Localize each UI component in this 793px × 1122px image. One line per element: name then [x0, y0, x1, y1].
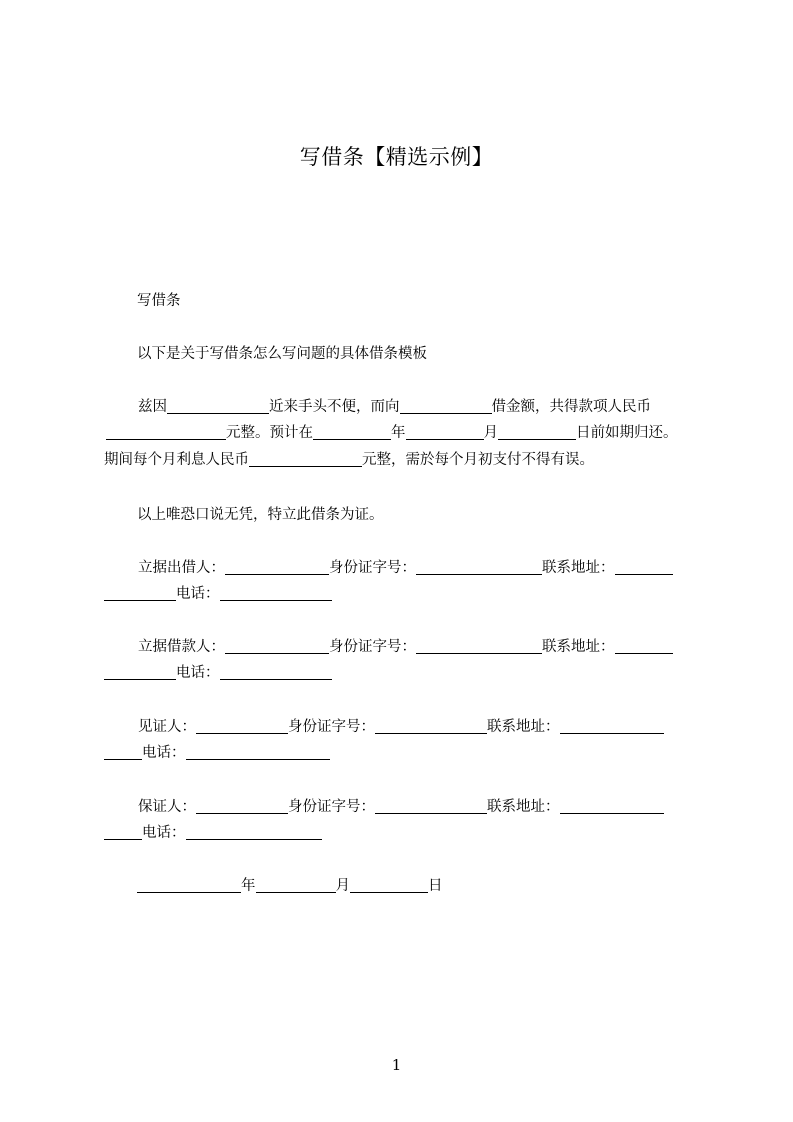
- guarantor-name-field[interactable]: [196, 797, 288, 814]
- witness-id-field[interactable]: [375, 717, 487, 734]
- body-text: 月: [483, 425, 498, 441]
- body-line-2: [106, 420, 678, 446]
- guarantor-address-field-cont[interactable]: [104, 823, 142, 840]
- lender-name-field[interactable]: [225, 558, 329, 575]
- borrower-name-field[interactable]: [225, 637, 329, 654]
- body-text: 日前如期归还。: [576, 425, 678, 441]
- lender-id-field[interactable]: [416, 558, 542, 575]
- blank-field[interactable]: [498, 423, 576, 440]
- guarantor-id-field[interactable]: [375, 797, 487, 814]
- guarantor-line-2: [104, 820, 322, 846]
- blank-field[interactable]: [313, 423, 391, 440]
- witness-label: 见证人：: [138, 719, 196, 735]
- witness-name-field[interactable]: [196, 717, 288, 734]
- body-line-1: [138, 394, 651, 420]
- witness-line-2: [104, 740, 330, 766]
- phone-label: 电话：: [142, 745, 186, 761]
- body-text: 元整，需於每个月初支付不得有误。: [362, 452, 594, 468]
- witness-line-1: [138, 714, 664, 740]
- blank-field[interactable]: [249, 450, 362, 467]
- phone-label: 电话：: [176, 665, 220, 681]
- lender-phone-field[interactable]: [220, 584, 332, 601]
- borrower-phone-field[interactable]: [220, 663, 332, 680]
- borrower-line-1: [138, 634, 673, 660]
- id-label: 身份证字号：: [288, 719, 375, 735]
- date-month-field[interactable]: [256, 876, 336, 893]
- lender-line-2: [104, 581, 332, 607]
- witness-address-field-cont[interactable]: [104, 743, 142, 760]
- blank-field[interactable]: [406, 423, 484, 440]
- guarantor-phone-field[interactable]: [186, 823, 322, 840]
- date-year-label: 年: [241, 878, 256, 894]
- blank-field[interactable]: [167, 397, 269, 414]
- phone-label: 电话：: [142, 825, 186, 841]
- guarantor-address-field[interactable]: [560, 797, 664, 814]
- body-text: 借金额，共得款项人民币: [491, 399, 651, 415]
- lender-address-field[interactable]: [615, 558, 673, 575]
- blank-field[interactable]: [400, 397, 492, 414]
- statement-text: 以上唯恐口说无凭，特立此借条为证。: [137, 507, 384, 523]
- address-label: 联系地址：: [487, 719, 560, 735]
- borrower-address-field[interactable]: [615, 637, 673, 654]
- id-label: 身份证字号：: [288, 799, 375, 815]
- intro-text: 以下是关于写借条怎么写问题的具体借条模板: [137, 346, 427, 362]
- document-title: 写借条【精选示例】: [299, 145, 494, 169]
- date-year-field[interactable]: [137, 876, 241, 893]
- lender-address-field-cont[interactable]: [104, 584, 176, 601]
- date-month-label: 月: [335, 878, 350, 894]
- guarantor-line-1: [138, 794, 664, 820]
- witness-address-field[interactable]: [560, 717, 664, 734]
- guarantor-label: 保证人：: [138, 799, 196, 815]
- address-label: 联系地址：: [487, 799, 560, 815]
- borrower-line-2: [104, 660, 332, 686]
- date-day-label: 日: [428, 878, 443, 894]
- witness-phone-field[interactable]: [186, 743, 330, 760]
- body-line-3: [104, 447, 594, 473]
- body-text: 近来手头不便，而向: [269, 399, 400, 415]
- body-text: 元整。预计在: [226, 425, 313, 441]
- id-label: 身份证字号：: [329, 560, 416, 576]
- page-number: 1: [391, 1056, 402, 1074]
- date-line: [137, 873, 443, 899]
- lender-line-1: [138, 555, 673, 581]
- address-label: 联系地址：: [542, 639, 615, 655]
- address-label: 联系地址：: [542, 560, 615, 576]
- section-heading: 写借条: [137, 293, 181, 309]
- body-text: 期间每个月利息人民币: [104, 452, 249, 468]
- lender-label: 立据出借人：: [138, 560, 225, 576]
- body-text: 年: [391, 425, 406, 441]
- borrower-label: 立据借款人：: [138, 639, 225, 655]
- borrower-id-field[interactable]: [416, 637, 542, 654]
- borrower-address-field-cont[interactable]: [104, 663, 176, 680]
- date-day-field[interactable]: [350, 876, 428, 893]
- phone-label: 电话：: [176, 586, 220, 602]
- body-text: 兹因: [138, 399, 167, 415]
- blank-field[interactable]: [106, 423, 226, 440]
- id-label: 身份证字号：: [329, 639, 416, 655]
